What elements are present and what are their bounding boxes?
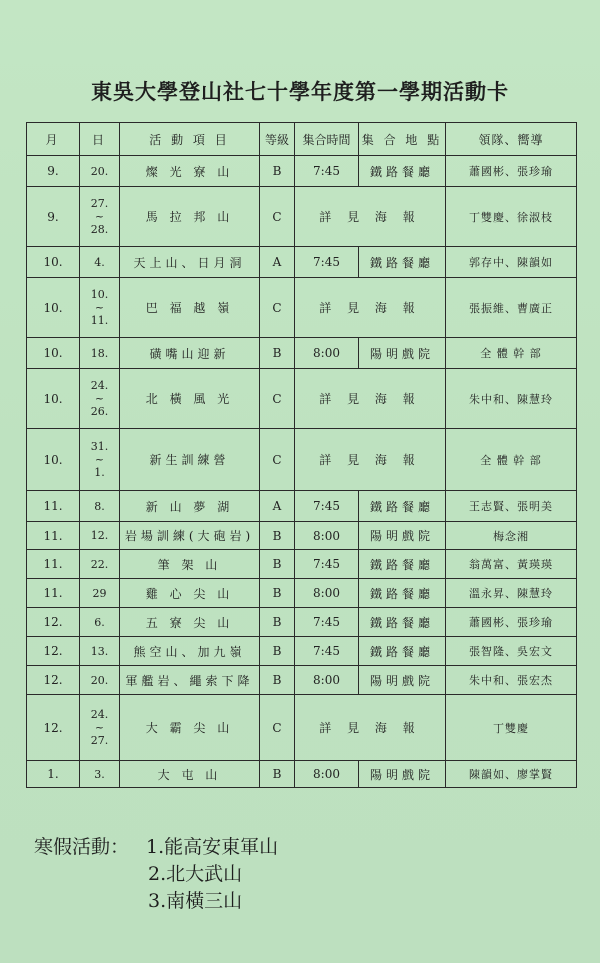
- cell-month: 11.: [27, 522, 80, 550]
- schedule-body: [27, 156, 577, 788]
- table-row: [27, 550, 577, 579]
- cell-activity: 新 山 夢 湖: [120, 491, 260, 522]
- cell-month: 10.: [27, 278, 80, 338]
- cell-leader: 溫永昇、陳慧玲: [446, 579, 577, 608]
- cell-grade: C: [260, 187, 295, 247]
- cell-leader: 蕭國彬、張珍瑜: [446, 608, 577, 637]
- cell-activity: 天上山、日月洞: [120, 247, 260, 278]
- cell-activity: 巴 福 越 嶺: [120, 278, 260, 338]
- cell-month: 9.: [27, 156, 80, 187]
- cell-place: 陽明戲院: [359, 522, 446, 550]
- cell-day: 22.: [80, 550, 120, 579]
- cell-grade: B: [260, 637, 295, 666]
- schedule-table: [26, 122, 577, 788]
- header-grade: 等級: [260, 123, 295, 156]
- cell-day: 27. ~ 28.: [80, 187, 120, 247]
- cell-see-poster: 詳 見 海 報: [295, 278, 446, 338]
- cell-activity: 雞 心 尖 山: [120, 579, 260, 608]
- cell-month: 12.: [27, 695, 80, 761]
- cell-grade: B: [260, 156, 295, 187]
- cell-day: 24. ~ 26.: [80, 369, 120, 429]
- cell-activity: 北 橫 風 光: [120, 369, 260, 429]
- cell-day: 12.: [80, 522, 120, 550]
- cell-see-poster: 詳 見 海 報: [295, 429, 446, 491]
- cell-place: 陽明戲院: [359, 666, 446, 695]
- cell-place: 鐵路餐廳: [359, 156, 446, 187]
- cell-grade: A: [260, 247, 295, 278]
- cell-activity: 大 霸 尖 山: [120, 695, 260, 761]
- cell-day: 13.: [80, 637, 120, 666]
- cell-leader: 陳韻如、廖掌賢: [446, 761, 577, 788]
- winter-activities: [34, 834, 278, 915]
- table-row: [27, 187, 577, 247]
- cell-month: 11.: [27, 491, 80, 522]
- table-row: [27, 338, 577, 369]
- cell-place: 鐵路餐廳: [359, 637, 446, 666]
- cell-month: 12.: [27, 608, 80, 637]
- header-time: 集合時間: [295, 123, 359, 156]
- cell-time: 7:45: [295, 491, 359, 522]
- cell-activity: 磺嘴山迎新: [120, 338, 260, 369]
- cell-day: 4.: [80, 247, 120, 278]
- cell-month: 12.: [27, 637, 80, 666]
- cell-day: 20.: [80, 156, 120, 187]
- cell-month: 10.: [27, 369, 80, 429]
- table-row: [27, 156, 577, 187]
- header-activity: 活 動 項 目: [120, 123, 260, 156]
- cell-day: 31. ~ 1.: [80, 429, 120, 491]
- cell-time: 8:00: [295, 522, 359, 550]
- cell-grade: B: [260, 666, 295, 695]
- cell-place: 陽明戲院: [359, 338, 446, 369]
- cell-activity: 軍艦岩、繩索下降: [120, 666, 260, 695]
- cell-leader: 全 體 幹 部: [446, 338, 577, 369]
- table-row: [27, 278, 577, 338]
- cell-time: 8:00: [295, 338, 359, 369]
- header-place: 集 合 地 點: [359, 123, 446, 156]
- header-leader: 領隊、嚮導: [446, 123, 577, 156]
- cell-activity: 大 屯 山: [120, 761, 260, 788]
- cell-activity: 筆 架 山: [120, 550, 260, 579]
- table-row: [27, 247, 577, 278]
- header-day: 日: [80, 123, 120, 156]
- cell-grade: B: [260, 522, 295, 550]
- cell-place: 鐵路餐廳: [359, 247, 446, 278]
- cell-leader: 郭存中、陳韻如: [446, 247, 577, 278]
- cell-day: 8.: [80, 491, 120, 522]
- cell-grade: B: [260, 761, 295, 788]
- cell-time: 7:45: [295, 247, 359, 278]
- cell-grade: A: [260, 491, 295, 522]
- cell-see-poster: 詳 見 海 報: [295, 187, 446, 247]
- cell-leader: 梅念湘: [446, 522, 577, 550]
- cell-grade: B: [260, 608, 295, 637]
- cell-month: 11.: [27, 550, 80, 579]
- cell-activity: 五 寮 尖 山: [120, 608, 260, 637]
- cell-see-poster: 詳 見 海 報: [295, 695, 446, 761]
- winter-item-1: 1.能高安東軍山: [146, 836, 279, 858]
- cell-day: 10. ~ 11.: [80, 278, 120, 338]
- cell-month: 9.: [27, 187, 80, 247]
- cell-grade: C: [260, 369, 295, 429]
- cell-day: 20.: [80, 666, 120, 695]
- winter-item-3: 3.南橫三山: [148, 890, 243, 912]
- table-row: [27, 369, 577, 429]
- cell-grade: C: [260, 278, 295, 338]
- cell-time: 7:45: [295, 608, 359, 637]
- cell-place: 鐵路餐廳: [359, 608, 446, 637]
- table-row: [27, 608, 577, 637]
- cell-activity: 馬 拉 邦 山: [120, 187, 260, 247]
- cell-leader: 丁雙慶: [446, 695, 577, 761]
- cell-leader: 蕭國彬、張珍瑜: [446, 156, 577, 187]
- table-row: [27, 761, 577, 788]
- table-row: [27, 491, 577, 522]
- table-row: [27, 637, 577, 666]
- cell-month: 11.: [27, 579, 80, 608]
- cell-place: 鐵路餐廳: [359, 579, 446, 608]
- cell-activity: 岩場訓練(大砲岩): [120, 522, 260, 550]
- cell-activity: 新生訓練營: [120, 429, 260, 491]
- cell-leader: 翁萬富、黃瑛瑛: [446, 550, 577, 579]
- cell-leader: 朱中和、陳慧玲: [446, 369, 577, 429]
- cell-see-poster: 詳 見 海 報: [295, 369, 446, 429]
- cell-place: 陽明戲院: [359, 761, 446, 788]
- cell-leader: 丁雙慶、徐淑枝: [446, 187, 577, 247]
- cell-grade: B: [260, 338, 295, 369]
- cell-grade: B: [260, 550, 295, 579]
- cell-place: 鐵路餐廳: [359, 491, 446, 522]
- cell-time: 8:00: [295, 761, 359, 788]
- cell-leader: 張智隆、吳宏文: [446, 637, 577, 666]
- cell-day: 18.: [80, 338, 120, 369]
- cell-day: 6.: [80, 608, 120, 637]
- cell-time: 7:45: [295, 550, 359, 579]
- table-row: [27, 695, 577, 761]
- cell-month: 10.: [27, 247, 80, 278]
- winter-item-2: 2.北大武山: [148, 863, 243, 885]
- cell-time: 7:45: [295, 156, 359, 187]
- cell-time: 7:45: [295, 637, 359, 666]
- cell-leader: 張振維、曹廣正: [446, 278, 577, 338]
- cell-month: 10.: [27, 429, 80, 491]
- table-row: [27, 429, 577, 491]
- winter-label: 寒假活動：: [34, 836, 130, 858]
- table-row: [27, 522, 577, 550]
- cell-activity: 熊空山、加九嶺: [120, 637, 260, 666]
- cell-month: 12.: [27, 666, 80, 695]
- cell-grade: C: [260, 429, 295, 491]
- cell-month: 1.: [27, 761, 80, 788]
- cell-day: 3.: [80, 761, 120, 788]
- cell-grade: C: [260, 695, 295, 761]
- cell-leader: 全 體 幹 部: [446, 429, 577, 491]
- cell-day: 24. ~ 27.: [80, 695, 120, 761]
- cell-leader: 王志賢、張明美: [446, 491, 577, 522]
- table-row: [27, 579, 577, 608]
- header-month: 月: [27, 123, 80, 156]
- cell-month: 10.: [27, 338, 80, 369]
- cell-day: 29: [80, 579, 120, 608]
- cell-leader: 朱中和、張宏杰: [446, 666, 577, 695]
- cell-grade: B: [260, 579, 295, 608]
- header-row: [27, 123, 577, 156]
- cell-activity: 燦 光 寮 山: [120, 156, 260, 187]
- table-row: [27, 666, 577, 695]
- card-title: 東吳大學登山社七十學年度第一學期活動卡: [91, 79, 509, 104]
- cell-time: 8:00: [295, 579, 359, 608]
- cell-place: 鐵路餐廳: [359, 550, 446, 579]
- cell-time: 8:00: [295, 666, 359, 695]
